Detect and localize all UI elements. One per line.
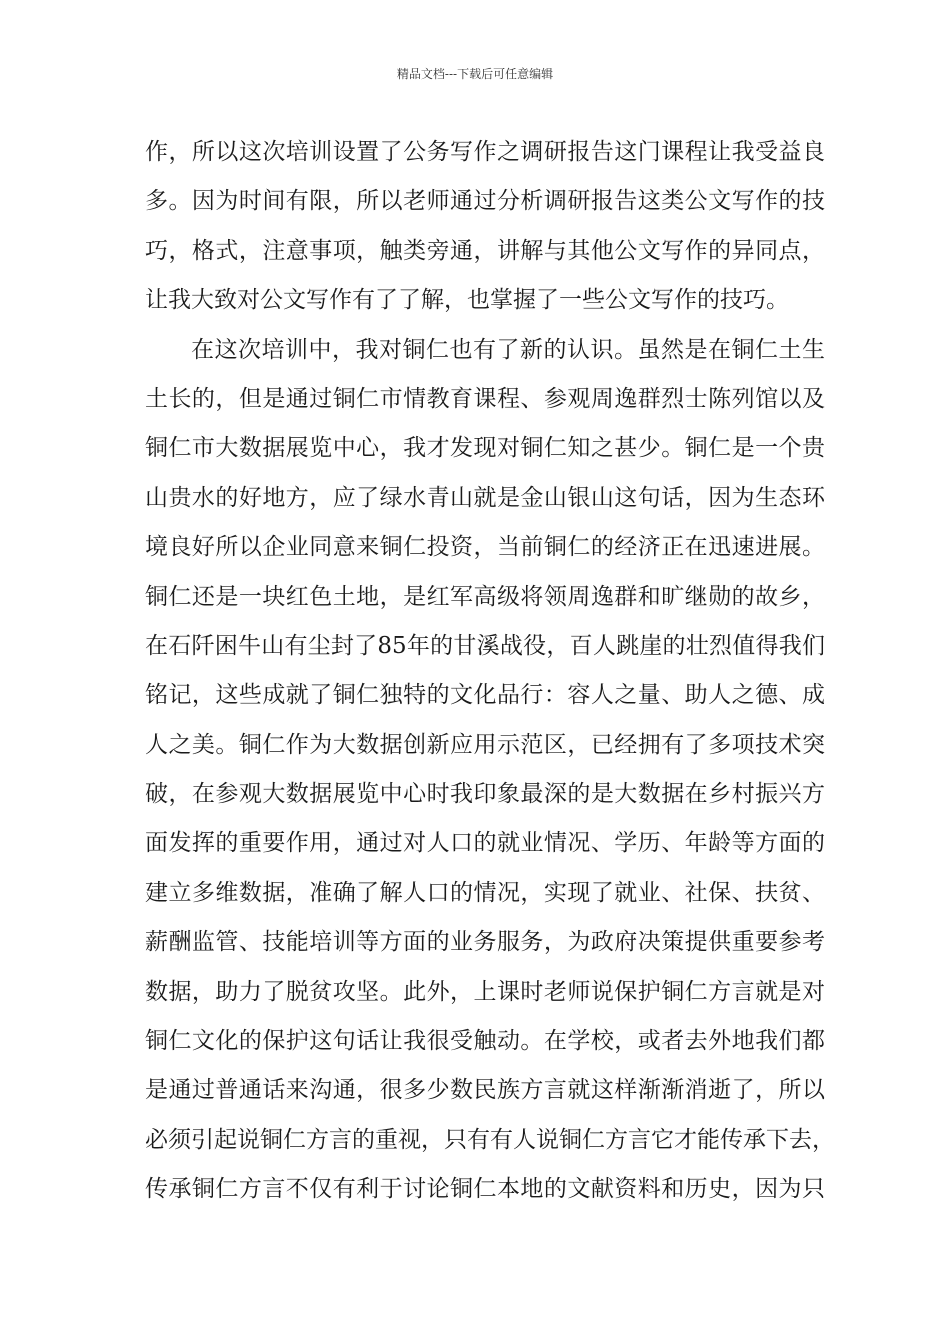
text-line: 数据，助力了脱贫攻坚。此外，上课时老师说保护铜仁方言就是对 <box>145 978 825 1005</box>
text-line: 面发挥的重要作用，通过对人口的就业情况、学历、年龄等方面的 <box>145 830 825 857</box>
text-line: 薪酬监管、技能培训等方面的业务服务，为政府决策提供重要参考 <box>145 929 825 956</box>
text-line: 必须引起说铜仁方言的重视，只有有人说铜仁方言它才能传承下去， <box>145 1126 835 1153</box>
text-line: 土长的，但是通过铜仁市情教育课程、参观周逸群烈士陈列馆以及 <box>145 385 825 412</box>
text-line: 山贵水的好地方，应了绿水青山就是金山银山这句话，因为生态环 <box>145 484 825 511</box>
text-line: 铭记，这些成就了铜仁独特的文化品行：容人之量、助人之德、成 <box>145 682 825 709</box>
text-line: 境良好所以企业同意来铜仁投资，当前铜仁的经济正在迅速进展。 <box>145 534 825 561</box>
text-line: 铜仁文化的保护这句话让我很受触动。在学校，或者去外地我们都 <box>145 1028 825 1055</box>
text-line: 破，在参观大数据展览中心时我印象最深的是大数据在乡村振兴方 <box>145 781 825 808</box>
text-line: 是通过普通话来沟通，很多少数民族方言就这样渐渐消逝了，所以 <box>145 1077 825 1104</box>
text-line: 在这次培训中，我对铜仁也有了新的认识。虽然是在铜仁土生 <box>191 336 825 363</box>
page-header: 精品文档---下载后可任意编辑 <box>396 67 554 81</box>
body-text <box>145 128 835 1215</box>
text-line: 多。因为时间有限，所以老师通过分析调研报告这类公文写作的技 <box>145 188 825 215</box>
text-line: 铜仁市大数据展览中心，我才发现对铜仁知之甚少。铜仁是一个贵 <box>145 435 825 462</box>
text-line: 巧，格式，注意事项，触类旁通，讲解与其他公文写作的异同点， <box>145 237 825 264</box>
text-line: 作，所以这次培训设置了公务写作之调研报告这门课程让我受益良 <box>145 139 825 165</box>
text-line: 在石阡困牛山有尘封了85年的甘溪战役，百人跳崖的壮烈值得我们 <box>145 632 825 659</box>
text-line: 人之美。铜仁作为大数据创新应用示范区，已经拥有了多项技术突 <box>145 731 825 758</box>
text-line: 铜仁还是一块红色土地，是红军高级将领周逸群和旷继勋的故乡， <box>145 583 825 610</box>
text-line: 建立多维数据，准确了解人口的情况，实现了就业、社保、扶贫、 <box>145 879 825 906</box>
text-line: 传承铜仁方言不仅有利于讨论铜仁本地的文献资料和历史，因为只 <box>145 1176 825 1203</box>
text-line: 让我大致对公文写作有了了解，也掌握了一些公文写作的技巧。 <box>145 287 789 314</box>
